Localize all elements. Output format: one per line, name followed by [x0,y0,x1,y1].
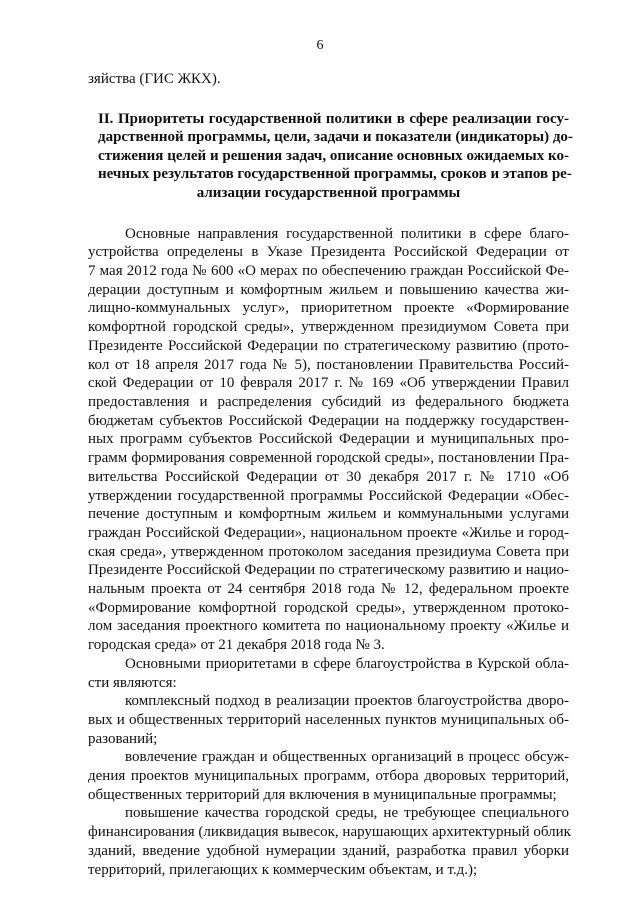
paragraph-line: вительства Российской Федерации от 30 декабря 2017 г. № 1710 «Об [88,468,569,485]
paragraph-line: лом заседания проектного комитета по национальному проекту «Жилье и [88,618,569,635]
paragraph-line: Основными приоритетами в сфере благоустройства в Курской обла- [125,655,569,672]
paragraph-line: зданий, введение удобной нумерации зданий, разработка правил уборки [88,842,569,859]
paragraph-line: Президенте Российской Федерации по стратегическому развитию и нацио- [88,562,569,579]
paragraph-line: городская среда» от 21 декабря 2018 года № 3. [88,637,385,654]
priority-item [88,748,569,804]
paragraph-line: предоставления и распределения субсидий из федерального бюджета [88,394,569,410]
paragraph-line: «Формирование комфортной городской среды», утвержденном протоко- [88,599,569,616]
paragraph-line: дения проектов муниципальных программ, отбора дворовых территорий, [88,768,569,785]
heading-line: дарственной программы, цели, задачи и показатели (индикаторы) до- [98,129,573,146]
paragraph-policy-directions [88,225,569,655]
page-number: 6 [316,38,324,53]
paragraph-line: граждан Российской Федерации», национальном проекте «Жилье и город- [88,524,569,541]
section-heading [88,110,573,203]
paragraph-line: нальным проекта от 24 сентября 2018 года № 12, федеральном проекте [88,581,569,598]
paragraph-line: сти являются: [88,674,177,691]
paragraph-line: вых и общественных территорий населенных пунктов муниципальных об- [88,711,569,728]
paragraph-line: ской Федерации от 10 февраля 2017 г. № 169 «Об утверждении Правил [88,375,569,392]
paragraph-line: устройства определены в Указе Президента Российской Федерации от [88,244,569,261]
paragraph-line: территорий, прилегающих к коммерческим объектам, и т.д.); [88,861,478,878]
paragraph-line: Основные направления государственной политики в сфере благо- [125,225,569,242]
paragraph-line: 7 мая 2012 года № 600 «О мерах по обеспечению граждан Российской Фе- [88,263,569,280]
intro-line: зяйства (ГИС ЖКХ). [88,71,221,87]
paragraph-line: разований; [88,730,158,747]
heading-line: нечных результатов государственной программы, сроков и этапов ре- [98,166,572,183]
priority-item [88,692,569,748]
paragraph-line: вовлечение граждан и общественных организаций в процесс обсуж- [125,749,569,766]
paragraph-line: Президенте Российской Федерации по стратегическому развитию (прото- [88,337,569,354]
paragraph-line: дерации доступным и комфортным жильем и повышению качества жи- [88,281,569,298]
paragraph-line: ных программ субъектов Российской Федерации и муниципальных про- [88,431,569,448]
paragraph-line: финансирования (ликвидация вывесок, нарушающих архитектурный облик [88,824,571,841]
paragraph-line: печение доступным и комфортным жильем и коммунальными услугами [88,506,569,523]
paragraph-line: комфортной городской среды», утвержденном президиумом Совета при [88,319,569,336]
paragraph-line: ская среда», утвержденном протоколом заседания президиума Совета при [88,543,569,560]
paragraph-line: повышение качества городской среды, не требующее специального [125,805,569,822]
page-content [88,70,573,879]
heading-line: ализации государственной программы [196,185,461,202]
paragraph-line: комплексный подход в реализации проектов благоустройства дворо- [125,693,569,710]
paragraph-line: грамм формирования современной городской среды», постановлении Пра- [88,450,569,467]
paragraph-priorities-intro [88,655,569,692]
paragraph-line: бюджетам субъектов Российской Федерации на поддержку государствен- [88,412,569,429]
heading-line: стижения целей и решения задач, описание основных ожидаемых ко- [98,147,569,164]
priority-item [88,804,569,879]
paragraph-line: кол от 18 апреля 2017 года № 5), постановлении Правительства Россий- [88,356,569,373]
paragraph-line: утверждении государственной программы Российской Федерации «Обес- [88,487,569,504]
paragraph-line: лищно-коммунальных услуг», приоритетном проекте «Формирование [88,300,569,317]
heading-line: II. Приоритеты государственной политики в сфере реализации госу- [98,110,569,127]
paragraph-line: общественных территорий для включения в муниципальные программы; [88,786,557,803]
